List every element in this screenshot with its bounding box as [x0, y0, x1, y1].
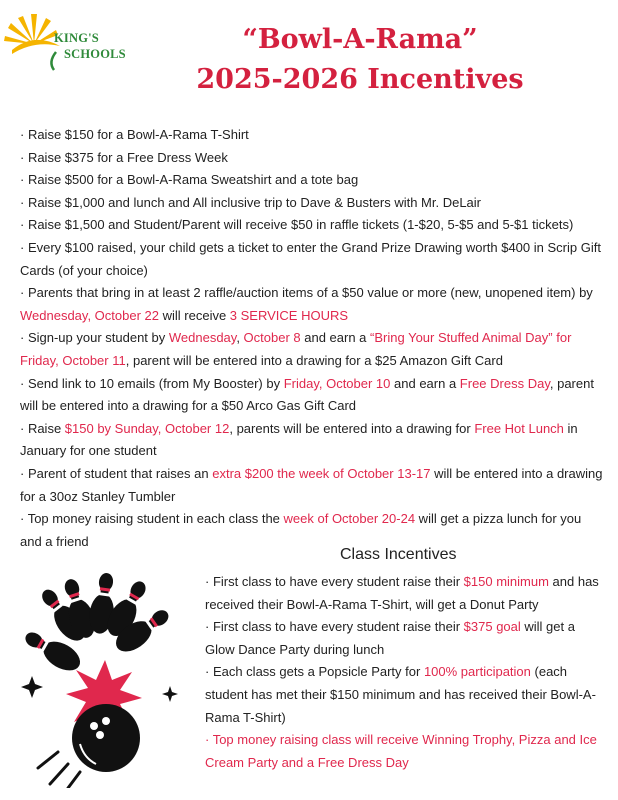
- body-text: · First class to have every student raise their: [205, 619, 464, 635]
- kings-schools-logo: [4, 10, 134, 72]
- highlight-text: 100% participation: [423, 664, 531, 680]
- body-text: , parent will be entered into a drawing for a $50 Arco Gas Gift Card: [20, 375, 594, 414]
- incentive-item: [20, 463, 605, 508]
- body-text: will be entered into a drawing for a 30oz Stanley Tumbler: [20, 465, 603, 504]
- highlight-text: Free Hot Lunch: [474, 420, 564, 436]
- logo-line-kings: KING'S: [54, 31, 99, 45]
- incentive-item: [20, 192, 605, 215]
- body-text: · Top money raising student in each class the: [20, 511, 284, 527]
- highlight-text: “Bring Your Stuffed Animal Day” for Friday, October 11: [20, 330, 572, 368]
- body-text: · Sign-up your student by: [20, 330, 169, 346]
- highlight-text: October 8: [243, 330, 301, 346]
- highlight-text: Friday, October 10: [283, 375, 391, 391]
- body-text: · Parents that bring in at least 2 raffle/auction items of a $50 value or more (new, unopened item) by: [20, 285, 593, 301]
- highlight-text: extra $200 the week of October 13-17: [212, 465, 431, 481]
- body-text: and earn a: [390, 375, 460, 391]
- incentive-item: [20, 169, 605, 192]
- body-text: · Parent of student that raises an: [20, 465, 213, 481]
- highlight-text: 3 SERVICE HOURS: [229, 307, 349, 323]
- incentive-item: [20, 214, 605, 237]
- body-text: , parent will be entered into a drawing for a $25 Amazon Gift Card: [125, 352, 503, 368]
- highlight-text: Free Dress Day: [459, 375, 550, 391]
- incentive-item: [20, 327, 605, 372]
- body-text: · Raise $1,000 and lunch and All inclusive trip to Dave & Busters with Mr. DeLair: [20, 194, 482, 210]
- class-incentives-title: Class Incentives: [340, 546, 457, 563]
- highlight-text: Wednesday: [168, 330, 237, 346]
- highlight-text: $150 minimum: [463, 574, 549, 589]
- incentive-item: [20, 418, 605, 463]
- incentive-list: [20, 124, 605, 553]
- highlight-text: Wednesday, October 22: [20, 307, 159, 323]
- body-text: · Each class gets a Popsicle Party for: [205, 664, 424, 680]
- highlight-text: $150 by Sunday, October 12: [64, 420, 230, 436]
- bowling-pins-and-ball-icon: [10, 568, 200, 788]
- body-text: will get a Glow Dance Party during lunch: [205, 619, 575, 657]
- body-text: · Raise $150 for a Bowl-A-Rama T-Shirt: [20, 127, 249, 142]
- body-text: · Raise: [20, 420, 65, 436]
- body-text: will receive: [159, 307, 230, 323]
- class-incentive-item: [205, 616, 605, 661]
- incentive-item: [20, 147, 605, 170]
- body-text: · Raise $1,500 and Student/Parent will receive $50 in raffle tickets (1-$20, 5-$5 and 5-$1 tickets): [20, 217, 574, 233]
- body-text: ,: [236, 330, 244, 346]
- highlight-text: week of October 20-24: [283, 511, 416, 527]
- body-text: , parents will be entered into a drawing for: [229, 420, 475, 436]
- highlight-text: · Top money raising class will receive Winning Trophy, Pizza and Ice Cream Party and a Free Dress Day: [205, 732, 597, 770]
- body-text: in January for one student: [20, 420, 578, 459]
- body-text: and earn a: [300, 330, 371, 346]
- incentive-item: [20, 508, 605, 553]
- incentive-item: [20, 373, 605, 418]
- incentive-item: [20, 124, 605, 147]
- class-incentive-list: [205, 571, 605, 774]
- body-text: · Raise $500 for a Bowl-A-Rama Sweatshirt and a tote bag: [20, 172, 359, 188]
- body-text: · Send link to 10 emails (from My Booster) by: [20, 375, 284, 391]
- page-title: “Bowl-A-Rama”: [242, 24, 478, 55]
- body-text: · Raise $375 for a Free Dress Week: [20, 149, 228, 165]
- incentive-item: [20, 282, 605, 327]
- incentive-item: [20, 237, 605, 282]
- body-text: · First class to have every student raise their: [205, 574, 464, 589]
- body-text: and has received their Bowl-A-Rama T-Shirt, will get a Donut Party: [205, 574, 599, 612]
- class-incentive-item: [205, 661, 605, 729]
- class-incentive-item: [205, 571, 605, 616]
- body-text: will get a pizza lunch for you and a friend: [20, 511, 582, 549]
- page-subtitle: 2025-2026 Incentives: [196, 64, 524, 95]
- highlight-text: $375 goal: [463, 619, 521, 635]
- body-text: (each student has met their $150 minimum and has received their Bowl-A-Rama T-Shirt): [205, 664, 596, 725]
- body-text: · Every $100 raised, your child gets a ticket to enter the Grand Prize Drawing worth $400 in Scrip Gift Cards (of your choice): [20, 239, 601, 278]
- logo-line-schools: SCHOOLS: [64, 47, 126, 61]
- class-incentive-item: [205, 729, 605, 774]
